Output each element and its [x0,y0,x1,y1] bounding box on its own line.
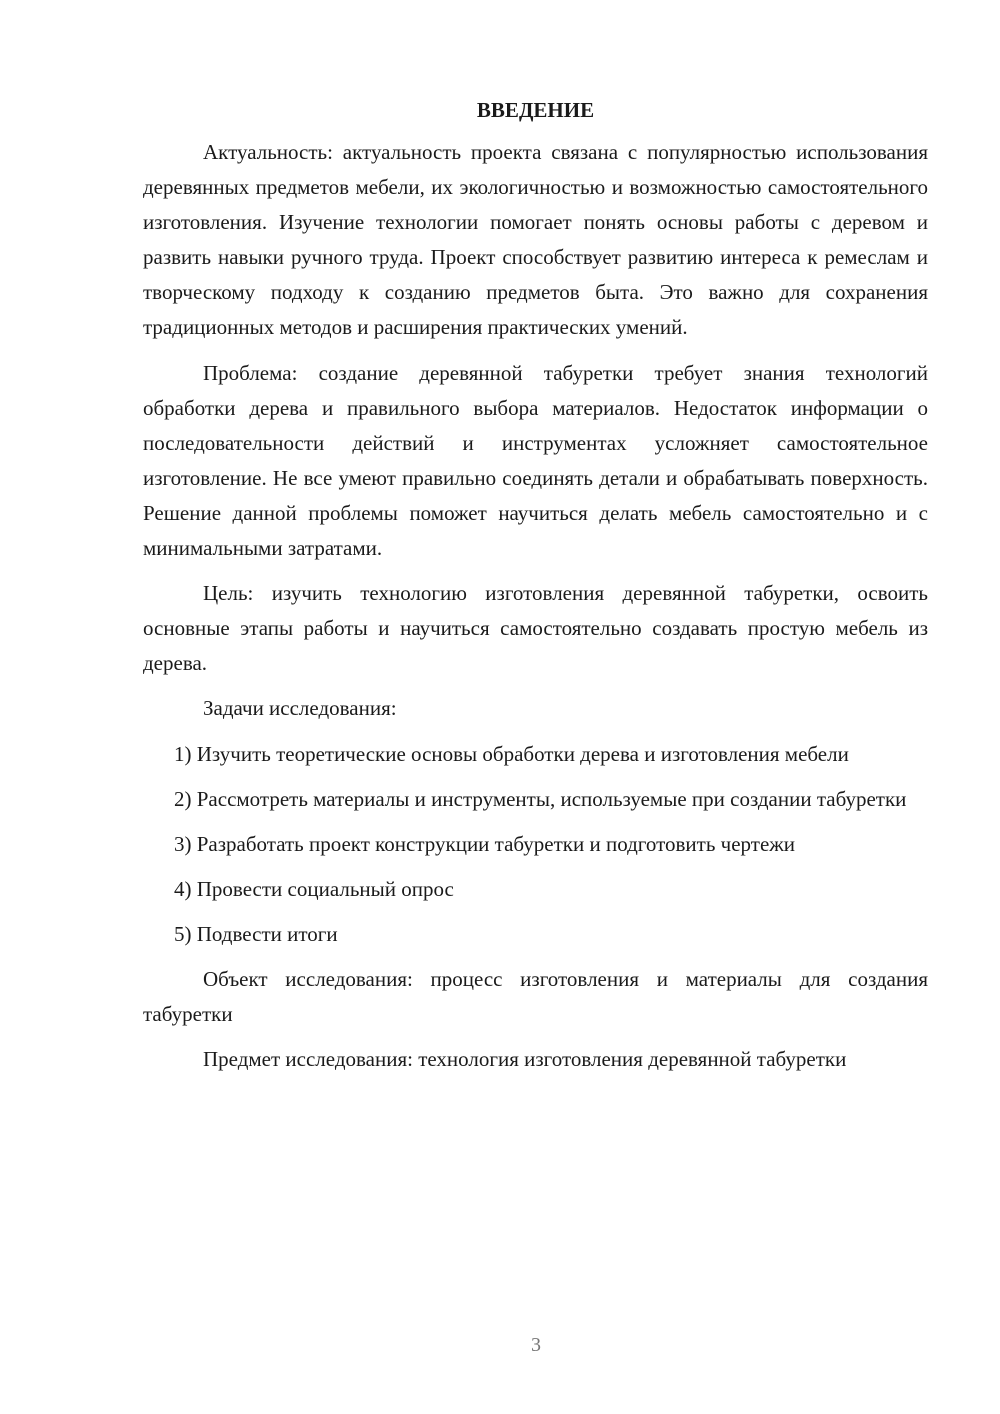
section-heading: ВВЕДЕНИЕ [476,98,595,122]
page-number: 3 [531,1334,541,1356]
task-item-1: 1) Изучить теоретические основы обработки дерева и изготовления мебели [174,741,849,766]
task-item-2: 2) Рассмотреть материалы и инструменты, используемые при создании табуретки [174,786,907,811]
object-paragraph: Объект исследования: процесс изготовления и материалы для создания табуретки [143,966,928,1027]
goal-paragraph: Цель: изучить технологию изготовления деревянной табуретки, освоить основные этапы работы и научиться самостоятельно создавать простую мебель из дерева. [143,581,928,676]
task-item-3: 3) Разработать проект конструкции табуретки и подготовить чертежи [174,831,796,856]
task-item-5: 5) Подвести итоги [174,921,338,946]
task-item-4: 4) Провести социальный опрос [174,876,454,901]
relevance-paragraph: Актуальность: актуальность проекта связана с популярностью использования деревянных предметов мебели, их экологичностью и возможностью самостоятельного изготовления. Изучение технологии помогает понять основы работы с деревом и развить навыки ручного труда. Проект способствует развитию интереса к ремеслам и творческому подходу к созданию предметов быта. Это важно для сохранения традиционных методов и расширения практических умений. [143,140,928,340]
tasks-title: Задачи исследования: [203,696,397,721]
subject-paragraph: Предмет исследования: технология изготовления деревянной табуретки [203,1047,847,1072]
document-page [143,94,928,1077]
problem-paragraph: Проблема: создание деревянной табуретки требует знания технологий обработки дерева и правильного выбора материалов. Недостаток информации о последовательности действий и инструментах усложняет самостоятельное изготовление. Не все умеют правильно соединять детали и обрабатывать поверхность. Решение данной проблемы поможет научиться делать мебель самостоятельно и с минимальными затратами. [143,360,928,561]
